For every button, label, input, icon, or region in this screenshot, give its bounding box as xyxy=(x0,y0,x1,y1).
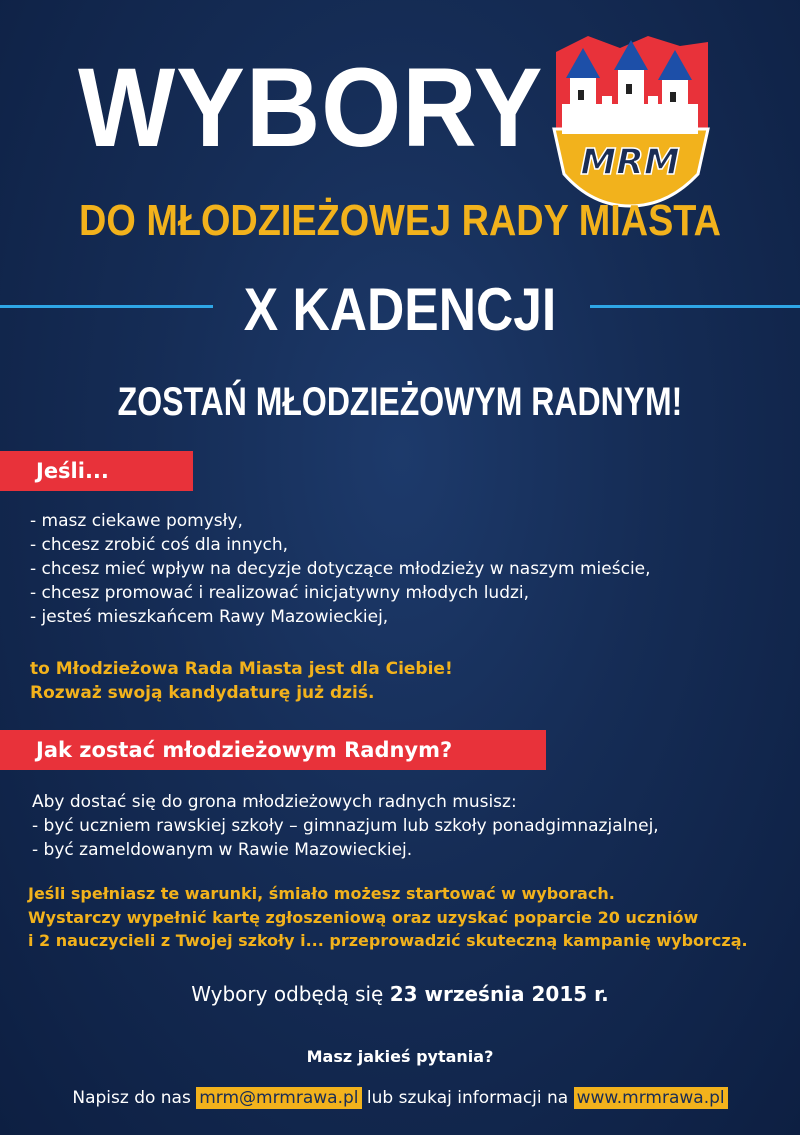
election-prefix: Wybory odbędą się xyxy=(191,982,390,1006)
section-how-intro: Aby dostać się do grona młodzieżowych radnych musisz: xyxy=(32,792,517,812)
list-item: - być uczniem rawskiej szkoły – gimnazjum lub szkoły ponadgimnazjalnej, xyxy=(32,816,659,836)
mrm-logo xyxy=(548,34,713,209)
section-how-heading: Jak zostać młodzieżowym Radnym? xyxy=(0,730,546,770)
questions-heading: Masz jakieś pytania? xyxy=(306,1047,494,1066)
logo-text: MRM xyxy=(580,142,680,183)
email-link[interactable]: mrm@mrmrawa.pl xyxy=(196,1087,361,1109)
poster-subtitle: DO MŁODZIEŻOWEJ RADY MIASTA xyxy=(79,196,721,245)
section-if-conclusion xyxy=(30,657,453,705)
slogan: ZOSTAŃ MŁODZIEŻOWYM RADNYM! xyxy=(117,380,683,424)
list-item: - chcesz promować i realizować inicjatywny młodych ludzi, xyxy=(30,583,530,603)
list-item: - chcesz mieć wpływ na decyzje dotyczące młodzieży w naszym mieście, xyxy=(30,559,651,579)
election-date-line xyxy=(0,982,800,1006)
list-item: - być zameldowanym w Rawie Mazowieckiej. xyxy=(32,840,413,860)
conclusion-line: Rozważ swoją kandydaturę już dziś. xyxy=(30,683,375,703)
contact-line xyxy=(0,1088,800,1108)
note-line: i 2 nauczycieli z Twojej szkoły i... przeprowadzić skuteczną kampanię wyborczą. xyxy=(28,931,748,950)
conclusion-line: to Młodzieżowa Rada Miasta jest dla Ciebie! xyxy=(30,659,453,679)
note-line: Jeśli spełniasz te warunki, śmiało możesz startować w wyborach. xyxy=(28,884,615,903)
list-item: - masz ciekawe pomysły, xyxy=(30,511,243,531)
contact-prefix: Napisz do nas xyxy=(72,1088,197,1108)
election-date: 23 września 2015 r. xyxy=(389,982,609,1006)
section-if-list xyxy=(30,509,651,629)
list-item: - jesteś mieszkańcem Rawy Mazowieckiej, xyxy=(30,607,389,627)
note-line: Wystarczy wypełnić kartę zgłoszeniową oraz uzyskać poparcie 20 uczniów xyxy=(28,907,699,927)
contact-middle: lub szukaj informacji na xyxy=(361,1088,574,1108)
section-how-note xyxy=(28,882,748,953)
term-heading: X KADENCJI xyxy=(243,276,557,343)
section-if-heading: Jeśli... xyxy=(0,451,193,491)
list-item: - chcesz zrobić coś dla innych, xyxy=(30,535,289,555)
poster-title: WYBORY xyxy=(78,45,544,170)
section-how-list xyxy=(32,790,659,862)
website-link[interactable]: www.mrmrawa.pl xyxy=(574,1087,728,1109)
